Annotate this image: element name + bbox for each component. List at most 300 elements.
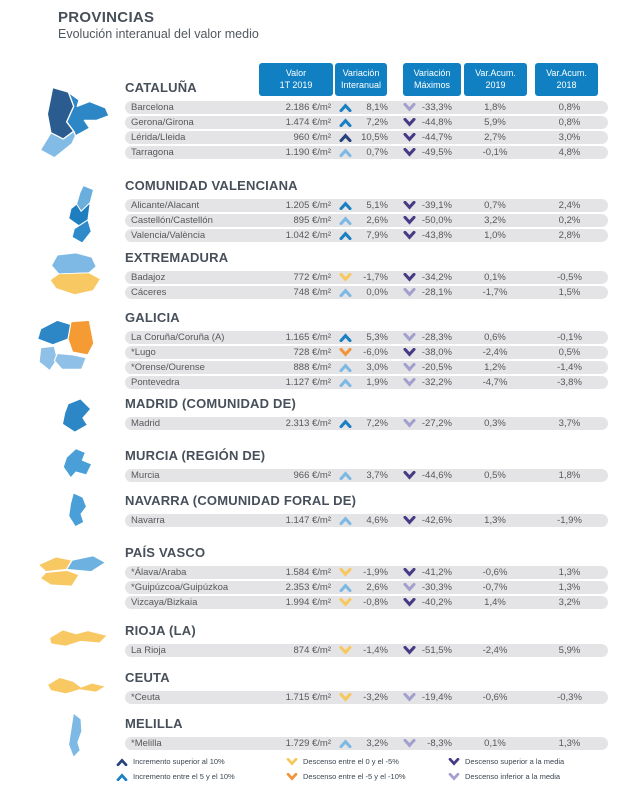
variacion-interanual-cell <box>339 470 391 481</box>
variacion-interanual-value: -0,8% <box>363 597 388 608</box>
var-acum-2018: 4,8% <box>558 147 581 158</box>
up-5-10-arrow-icon <box>339 201 352 210</box>
down-above-avg-arrow-icon <box>403 231 416 240</box>
var-acum-2018: 0,2% <box>558 215 581 226</box>
galicia-map-icon <box>30 316 106 388</box>
column-header-line: Var.Acum. <box>546 68 587 79</box>
section-rows <box>125 737 608 750</box>
var-acum-2019: -0,6% <box>482 692 508 703</box>
up-5-10-arrow-icon <box>339 231 352 240</box>
legend-column <box>286 757 428 781</box>
var-acum-2018: -1,4% <box>557 362 582 373</box>
var-acum-2018: -0,1% <box>557 332 582 343</box>
table-row <box>125 737 608 750</box>
province-name: Barcelona <box>131 102 174 113</box>
value-per-m2: 966 €/m² <box>293 470 331 481</box>
section-title: GALICIA <box>125 310 180 325</box>
variacion-maximos-cell <box>403 102 459 113</box>
province-name: Gerona/Girona <box>131 117 194 128</box>
down-0-5-arrow-icon <box>286 758 298 766</box>
province-name: Tarragona <box>131 147 174 158</box>
variacion-maximos-cell <box>403 132 459 143</box>
variacion-maximos-cell <box>403 470 459 481</box>
variacion-interanual-value: -1,7% <box>363 272 388 283</box>
value-per-m2: 2.353 €/m² <box>285 582 331 593</box>
down-above-avg-arrow-icon <box>403 273 416 282</box>
down-0-5-arrow-icon <box>339 273 352 282</box>
down-above-avg-arrow-icon <box>403 133 416 142</box>
variacion-maximos-value: -28,3% <box>421 332 452 343</box>
extremadura-map-icon <box>40 252 112 304</box>
variacion-interanual-cell <box>339 645 391 656</box>
province-name: *Guipúzcoa/Guipúzkoa <box>131 582 229 593</box>
variacion-maximos-value: -34,2% <box>421 272 452 283</box>
up-0-5-arrow-icon <box>339 516 352 525</box>
variacion-maximos-value: -33,3% <box>421 102 452 113</box>
up-10-arrow-icon <box>339 133 352 142</box>
down-below-avg-arrow-icon <box>403 583 416 592</box>
variacion-maximos-cell <box>403 738 459 749</box>
valenciana-map-icon <box>52 184 108 256</box>
variacion-maximos-value: -44,8% <box>421 117 452 128</box>
variacion-maximos-cell <box>403 645 459 656</box>
navarra-map-svg <box>56 489 102 541</box>
section-title: EXTREMADURA <box>125 250 229 265</box>
column-header-line: Máximos <box>413 79 450 90</box>
value-per-m2: 1.474 €/m² <box>285 117 331 128</box>
value-per-m2: 1.190 €/m² <box>285 147 331 158</box>
value-per-m2: 772 €/m² <box>293 272 331 283</box>
variacion-maximos-cell <box>403 117 459 128</box>
variacion-interanual-cell <box>339 377 391 388</box>
table-row <box>125 286 608 299</box>
variacion-interanual-value: -1,4% <box>363 645 388 656</box>
province-name: *Ceuta <box>131 692 161 703</box>
section-rows <box>125 469 608 482</box>
navarra-map-icon <box>56 489 102 541</box>
section-rows <box>125 514 608 527</box>
table-row <box>125 346 608 359</box>
variacion-interanual-value: 2,6% <box>366 215 388 226</box>
var-acum-2018: 1,5% <box>558 287 581 298</box>
var-acum-2019: 0,6% <box>484 332 506 343</box>
down-above-avg-arrow-icon <box>403 148 416 157</box>
variacion-interanual-cell <box>339 692 391 703</box>
table-row <box>125 101 608 114</box>
province-name: *Orense/Ourense <box>131 362 205 373</box>
column-header-line: Variación <box>413 68 451 79</box>
province-name: *Lugo <box>131 347 156 358</box>
var-acum-2019: 1,2% <box>484 362 506 373</box>
variacion-maximos-cell <box>403 287 459 298</box>
province-name: Madrid <box>131 418 161 429</box>
variacion-maximos-cell <box>403 377 459 388</box>
var-acum-2019: 1,4% <box>484 597 506 608</box>
table-row <box>125 691 608 704</box>
column-header-line: Interanual <box>340 79 382 90</box>
down-5-10-arrow-icon <box>286 773 298 781</box>
variacion-maximos-value: -44,6% <box>421 470 452 481</box>
variacion-maximos-value: -8,3% <box>427 738 452 749</box>
variacion-interanual-cell <box>339 200 391 211</box>
value-per-m2: 1.042 €/m² <box>285 230 331 241</box>
value-per-m2: 1.147 €/m² <box>285 515 331 526</box>
table-row <box>125 116 608 129</box>
value-per-m2: 888 €/m² <box>293 362 331 373</box>
variacion-interanual-cell <box>339 738 391 749</box>
section-rows <box>125 417 608 430</box>
var-acum-2018: 3,7% <box>558 418 581 429</box>
value-per-m2: 1.205 €/m² <box>285 200 331 211</box>
galicia-map-svg <box>30 316 106 388</box>
table-row <box>125 131 608 144</box>
variacion-interanual-cell <box>339 515 391 526</box>
province-name: Lérida/Lleida <box>131 132 186 143</box>
down-above-avg-arrow-icon <box>403 471 416 480</box>
var-acum-2019: 0,1% <box>484 738 506 749</box>
province-name: Murcia <box>131 470 160 481</box>
province-name: Navarra <box>131 515 165 526</box>
var-acum-2018: 5,9% <box>558 645 581 656</box>
down-below-avg-arrow-icon <box>448 773 460 781</box>
province-name: *Álava/Araba <box>131 567 187 578</box>
var-acum-2019: -2,4% <box>482 347 508 358</box>
legend-item <box>116 772 266 781</box>
var-acum-2019: 0,3% <box>484 418 506 429</box>
rioja-map-svg <box>42 622 116 662</box>
variacion-interanual-cell <box>339 597 391 608</box>
variacion-maximos-value: -19,4% <box>421 692 452 703</box>
province-name: La Rioja <box>131 645 166 656</box>
var-acum-2018: 0,8% <box>558 102 581 113</box>
section-rows <box>125 644 608 657</box>
variacion-interanual-cell <box>339 102 391 113</box>
value-per-m2: 1.994 €/m² <box>285 597 331 608</box>
variacion-maximos-value: -39,1% <box>421 200 452 211</box>
variacion-maximos-value: -41,2% <box>421 567 452 578</box>
down-5-10-arrow-icon <box>339 348 352 357</box>
table-row <box>125 376 608 389</box>
legend-column <box>448 757 598 781</box>
down-0-5-arrow-icon <box>339 568 352 577</box>
down-above-avg-arrow-icon <box>403 516 416 525</box>
up-0-5-arrow-icon <box>339 216 352 225</box>
variacion-maximos-cell <box>403 692 459 703</box>
legend-label: Descenso superior a la media <box>465 757 565 766</box>
section-title: MURCIA (REGIÓN DE) <box>125 448 266 463</box>
variacion-maximos-cell <box>403 347 459 358</box>
province-name: Valencia/València <box>131 230 206 241</box>
variacion-maximos-value: -28,1% <box>421 287 452 298</box>
down-below-avg-arrow-icon <box>403 693 416 702</box>
variacion-interanual-value: 0,7% <box>366 147 388 158</box>
legend-column <box>116 757 266 781</box>
var-acum-2018: 0,8% <box>558 117 581 128</box>
variacion-interanual-value: 7,2% <box>366 117 388 128</box>
variacion-maximos-cell <box>403 332 459 343</box>
section-rows <box>125 101 608 159</box>
section-rows <box>125 271 608 299</box>
ceuta-map-icon <box>40 668 116 708</box>
var-acum-2018: 3,2% <box>558 597 581 608</box>
var-acum-2018: 2,4% <box>558 200 581 211</box>
table-row <box>125 469 608 482</box>
melilla-map-icon <box>56 710 96 766</box>
variacion-interanual-cell <box>339 418 391 429</box>
variacion-interanual-value: 10,5% <box>361 132 388 143</box>
table-row <box>125 146 608 159</box>
variacion-maximos-value: -43,8% <box>421 230 452 241</box>
murcia-map-icon <box>52 444 104 492</box>
var-acum-2019: -1,7% <box>482 287 508 298</box>
melilla-map-svg <box>56 710 96 766</box>
madrid-map-svg <box>48 396 104 446</box>
value-per-m2: 748 €/m² <box>293 287 331 298</box>
up-5-10-arrow-icon <box>116 773 128 781</box>
var-acum-2019: 5,9% <box>484 117 506 128</box>
variacion-interanual-value: 8,1% <box>366 102 388 113</box>
section-title: COMUNIDAD VALENCIANA <box>125 178 298 193</box>
page-title: PROVINCIAS <box>58 9 155 26</box>
down-above-avg-arrow-icon <box>403 118 416 127</box>
section-title: CATALUÑA <box>125 80 197 95</box>
variacion-interanual-value: 3,7% <box>366 470 388 481</box>
var-acum-2018: 0,5% <box>558 347 581 358</box>
province-name: Badajoz <box>131 272 166 283</box>
murcia-map-svg <box>52 444 104 492</box>
variacion-interanual-value: 3,2% <box>366 738 388 749</box>
down-0-5-arrow-icon <box>339 646 352 655</box>
var-acum-2019: -0,7% <box>482 582 508 593</box>
variacion-maximos-value: -40,2% <box>421 597 452 608</box>
section-rows <box>125 199 608 242</box>
up-5-10-arrow-icon <box>339 118 352 127</box>
variacion-maximos-value: -32,2% <box>421 377 452 388</box>
var-acum-2019: 0,5% <box>484 470 506 481</box>
section-title: NAVARRA (COMUNIDAD FORAL DE) <box>125 493 357 508</box>
variacion-interanual-value: 4,6% <box>366 515 388 526</box>
variacion-interanual-cell <box>339 362 391 373</box>
province-name: Pontevedra <box>131 377 180 388</box>
variacion-interanual-value: -1,9% <box>363 567 388 578</box>
var-acum-2019: 0,7% <box>484 200 506 211</box>
variacion-maximos-value: -49,5% <box>421 147 452 158</box>
var-acum-2018: -0,5% <box>557 272 582 283</box>
up-0-5-arrow-icon <box>339 583 352 592</box>
down-below-avg-arrow-icon <box>403 103 416 112</box>
variacion-interanual-cell <box>339 230 391 241</box>
var-acum-2018: 3,0% <box>558 132 581 143</box>
var-acum-2019: -4,7% <box>482 377 508 388</box>
paisvasco-map-icon <box>28 548 116 604</box>
down-0-5-arrow-icon <box>339 693 352 702</box>
rioja-map-icon <box>42 622 116 662</box>
variacion-maximos-cell <box>403 362 459 373</box>
legend <box>116 757 616 781</box>
variacion-interanual-value: 7,9% <box>366 230 388 241</box>
value-per-m2: 2.186 €/m² <box>285 102 331 113</box>
variacion-interanual-cell <box>339 117 391 128</box>
paisvasco-map-svg <box>28 548 116 604</box>
table-row <box>125 596 608 609</box>
variacion-maximos-cell <box>403 272 459 283</box>
down-below-avg-arrow-icon <box>403 288 416 297</box>
page-subtitle: Evolución interanual del valor medio <box>58 27 259 41</box>
variacion-interanual-value: 0,0% <box>366 287 388 298</box>
table-row <box>125 361 608 374</box>
legend-label: Descenso inferior a la media <box>465 772 561 781</box>
var-acum-2018: -1,9% <box>557 515 582 526</box>
value-per-m2: 2.313 €/m² <box>285 418 331 429</box>
variacion-interanual-value: 5,1% <box>366 200 388 211</box>
section-title: CEUTA <box>125 670 170 685</box>
up-0-5-arrow-icon <box>339 363 352 372</box>
variacion-maximos-value: -20,5% <box>421 362 452 373</box>
legend-label: Incremento entre el 5 y el 10% <box>133 772 235 781</box>
extremadura-map-svg <box>40 252 112 304</box>
variacion-interanual-value: 3,0% <box>366 362 388 373</box>
down-above-avg-arrow-icon <box>403 216 416 225</box>
variacion-maximos-cell <box>403 515 459 526</box>
var-acum-2018: 1,3% <box>558 582 581 593</box>
var-acum-2018: -0,3% <box>557 692 582 703</box>
var-acum-2019: 1,8% <box>484 102 506 113</box>
variacion-maximos-cell <box>403 597 459 608</box>
variacion-interanual-cell <box>339 147 391 158</box>
variacion-interanual-value: 2,6% <box>366 582 388 593</box>
variacion-maximos-cell <box>403 418 459 429</box>
variacion-maximos-value: -38,0% <box>421 347 452 358</box>
var-acum-2018: 2,8% <box>558 230 581 241</box>
up-5-10-arrow-icon <box>339 103 352 112</box>
variacion-interanual-cell <box>339 582 391 593</box>
variacion-maximos-value: -50,0% <box>421 215 452 226</box>
variacion-maximos-cell <box>403 215 459 226</box>
var-acum-2018: 1,3% <box>558 567 581 578</box>
column-header-line: Valor <box>285 68 307 79</box>
column-header-line: Variación <box>342 68 380 79</box>
variacion-interanual-cell <box>339 215 391 226</box>
value-per-m2: 874 €/m² <box>293 645 331 656</box>
down-above-avg-arrow-icon <box>403 568 416 577</box>
var-acum-2019: 0,1% <box>484 272 506 283</box>
down-below-avg-arrow-icon <box>403 363 416 372</box>
variacion-interanual-value: 7,2% <box>366 418 388 429</box>
down-below-avg-arrow-icon <box>403 419 416 428</box>
legend-item <box>286 757 428 766</box>
down-above-avg-arrow-icon <box>403 598 416 607</box>
variacion-maximos-cell <box>403 567 459 578</box>
var-acum-2019: -2,4% <box>482 645 508 656</box>
section-title: PAÍS VASCO <box>125 545 206 560</box>
var-acum-2019: 2,7% <box>484 132 506 143</box>
variacion-interanual-cell <box>339 132 391 143</box>
value-per-m2: 728 €/m² <box>293 347 331 358</box>
variacion-maximos-value: -27,2% <box>421 418 452 429</box>
up-0-5-arrow-icon <box>339 148 352 157</box>
valenciana-map-svg <box>52 184 108 256</box>
legend-item <box>116 757 266 766</box>
province-name: Alicante/Alacant <box>131 200 200 211</box>
column-header-line: 2019 <box>485 79 506 90</box>
up-0-5-arrow-icon <box>339 739 352 748</box>
table-row <box>125 199 608 212</box>
province-name: La Coruña/Coruña (A) <box>131 332 225 343</box>
variacion-interanual-value: 5,3% <box>366 332 388 343</box>
var-acum-2018: 1,3% <box>558 738 581 749</box>
province-name: Cáceres <box>131 287 167 298</box>
legend-item <box>448 757 598 766</box>
section-title: MELILLA <box>125 716 183 731</box>
variacion-interanual-cell <box>339 332 391 343</box>
table-row <box>125 581 608 594</box>
variacion-maximos-cell <box>403 582 459 593</box>
value-per-m2: 960 €/m² <box>293 132 331 143</box>
legend-item <box>448 772 598 781</box>
down-above-avg-arrow-icon <box>403 646 416 655</box>
legend-label: Descenso entre el 0 y el -5% <box>303 757 399 766</box>
variacion-interanual-value: -6,0% <box>363 347 388 358</box>
var-acum-2019: 1,0% <box>484 230 506 241</box>
value-per-m2: 1.715 €/m² <box>285 692 331 703</box>
var-acum-2019: 1,3% <box>484 515 506 526</box>
table-row <box>125 566 608 579</box>
madrid-map-icon <box>48 396 104 446</box>
table-row <box>125 644 608 657</box>
section-rows <box>125 331 608 389</box>
variacion-interanual-value: 1,9% <box>366 377 388 388</box>
variacion-interanual-cell <box>339 567 391 578</box>
down-below-avg-arrow-icon <box>403 333 416 342</box>
section-title: RIOJA (LA) <box>125 623 196 638</box>
variacion-interanual-cell <box>339 287 391 298</box>
up-0-5-arrow-icon <box>339 378 352 387</box>
var-acum-2018: 1,8% <box>558 470 581 481</box>
section-title: MADRID (COMUNIDAD DE) <box>125 396 297 411</box>
section-rows <box>125 691 608 704</box>
legend-label: Incremento superior al 10% <box>133 757 225 766</box>
cataluna-map-icon <box>28 86 116 164</box>
column-header-line: Var.Acum. <box>475 68 516 79</box>
down-above-avg-arrow-icon <box>448 758 460 766</box>
table-row <box>125 271 608 284</box>
up-5-10-arrow-icon <box>339 333 352 342</box>
variacion-maximos-value: -51,5% <box>421 645 452 656</box>
variacion-maximos-cell <box>403 200 459 211</box>
province-name: *Melilla <box>131 738 162 749</box>
up-0-5-arrow-icon <box>339 471 352 480</box>
variacion-interanual-cell <box>339 272 391 283</box>
value-per-m2: 1.729 €/m² <box>285 738 331 749</box>
table-row <box>125 417 608 430</box>
table-row <box>125 331 608 344</box>
legend-label: Descenso entre el -5 y el -10% <box>303 772 406 781</box>
table-row <box>125 214 608 227</box>
section-rows <box>125 566 608 609</box>
value-per-m2: 1.584 €/m² <box>285 567 331 578</box>
province-name: Vizcaya/Bizkaia <box>131 597 198 608</box>
column-header-line: 2018 <box>556 79 577 90</box>
var-acum-2019: -0,1% <box>482 147 508 158</box>
ceuta-map-svg <box>40 668 116 708</box>
legend-item <box>286 772 428 781</box>
province-name: Castellón/Castellón <box>131 215 213 226</box>
value-per-m2: 1.165 €/m² <box>285 332 331 343</box>
value-per-m2: 895 €/m² <box>293 215 331 226</box>
up-10-arrow-icon <box>116 758 128 766</box>
variacion-maximos-value: -42,6% <box>421 515 452 526</box>
variacion-interanual-cell <box>339 347 391 358</box>
